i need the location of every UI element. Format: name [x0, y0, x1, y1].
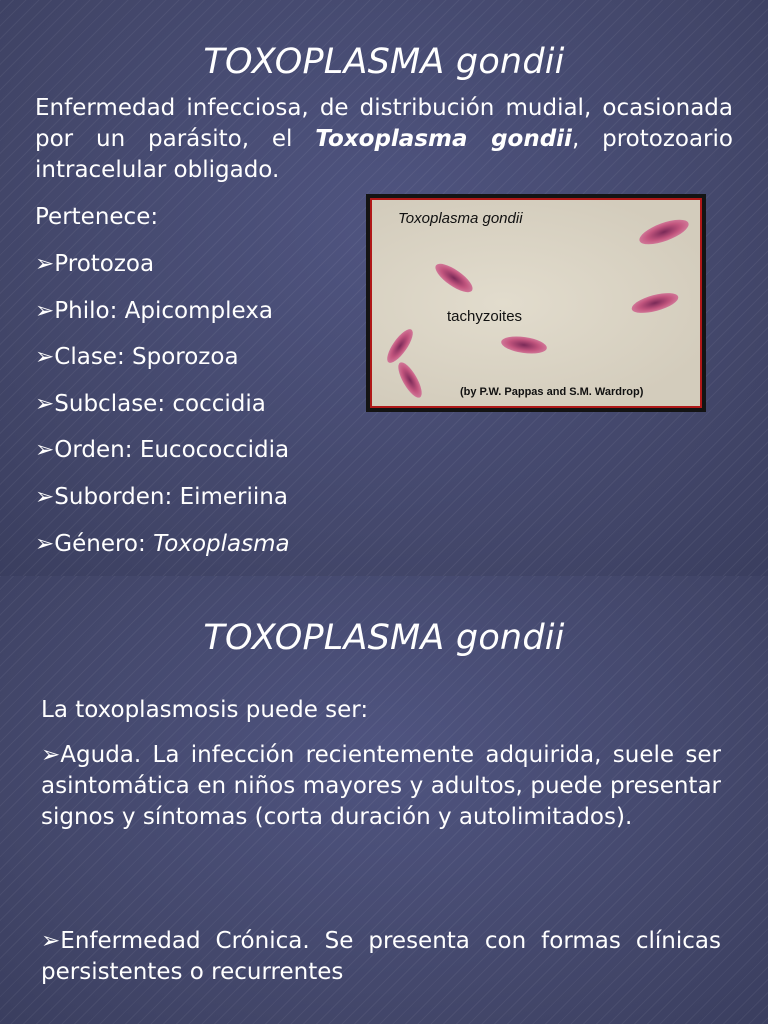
point-aguda — [41, 740, 721, 833]
figure-title: Toxoplasma gondii — [398, 210, 523, 227]
slide-2-title: TOXOPLASMA gondii — [203, 618, 565, 658]
list-item — [35, 435, 289, 465]
intro-paragraph — [35, 93, 733, 186]
list-item — [35, 249, 154, 279]
list-item-text: Suborden: Eimeriina — [54, 484, 288, 510]
micrograph-figure — [366, 194, 706, 412]
point-cronica — [41, 926, 721, 988]
slide-1-title: TOXOPLASMA gondii — [203, 42, 565, 82]
intro-text-1: Enfermedad infecciosa, de distribución mudial, ocasionada por un parásito, el — [35, 95, 733, 152]
arrow-bullet-icon: ➢ — [35, 437, 55, 463]
list-item — [35, 482, 288, 512]
list-item — [35, 389, 266, 419]
intro-text-2: , protozoario intracelular obligado. — [35, 126, 733, 183]
arrow-bullet-icon: ➢ — [35, 531, 55, 557]
list-item — [35, 296, 273, 326]
micrograph-frame — [370, 198, 702, 408]
arrow-bullet-icon: ➢ — [35, 251, 55, 277]
tachyzoite-cell — [383, 326, 417, 367]
list-item-text: Subclase: coccidia — [54, 391, 266, 417]
tachyzoite-cell — [500, 334, 548, 356]
genus-name: Toxoplasma — [153, 531, 290, 557]
arrow-bullet-icon: ➢ — [41, 742, 61, 768]
list-item — [35, 529, 290, 559]
tachyzoite-cell — [630, 289, 681, 317]
figure-credit: (by P.W. Pappas and S.M. Wardrop) — [460, 386, 644, 398]
list-item — [35, 342, 239, 372]
tachyzoite-cell — [394, 359, 426, 401]
intro-bold-name: Toxoplasma gondii — [315, 126, 572, 152]
list-item-text: Clase: Sporozoa — [54, 344, 239, 370]
list-item-text: Protozoa — [54, 251, 155, 277]
slide-2 — [0, 576, 768, 1024]
list-item-text: Philo: Apicomplexa — [54, 298, 273, 324]
tachyzoite-cells — [372, 200, 702, 408]
figure-label: tachyzoites — [447, 308, 523, 325]
tachyzoite-cell — [636, 215, 691, 250]
lead-text: La toxoplasmosis puede ser: — [41, 697, 369, 723]
tachyzoite-cell — [431, 259, 476, 297]
pertenece-label: Pertenece: — [35, 204, 159, 230]
list-item-text: Orden: Eucococcidia — [54, 437, 290, 463]
arrow-bullet-icon: ➢ — [35, 298, 55, 324]
arrow-bullet-icon: ➢ — [35, 391, 55, 417]
list-item-text: Género: — [54, 531, 154, 557]
arrow-bullet-icon: ➢ — [35, 344, 55, 370]
arrow-bullet-icon: ➢ — [35, 484, 55, 510]
point-text: Enfermedad Crónica. Se presenta con formas clínicas persistentes o recurrentes — [41, 928, 721, 985]
point-text: Aguda. La infección recientemente adquirida, suele ser asintomática en niños mayores y adultos, puede presentar signos y síntomas (corta duración y autolimitados). — [41, 742, 721, 830]
arrow-bullet-icon: ➢ — [41, 928, 61, 954]
